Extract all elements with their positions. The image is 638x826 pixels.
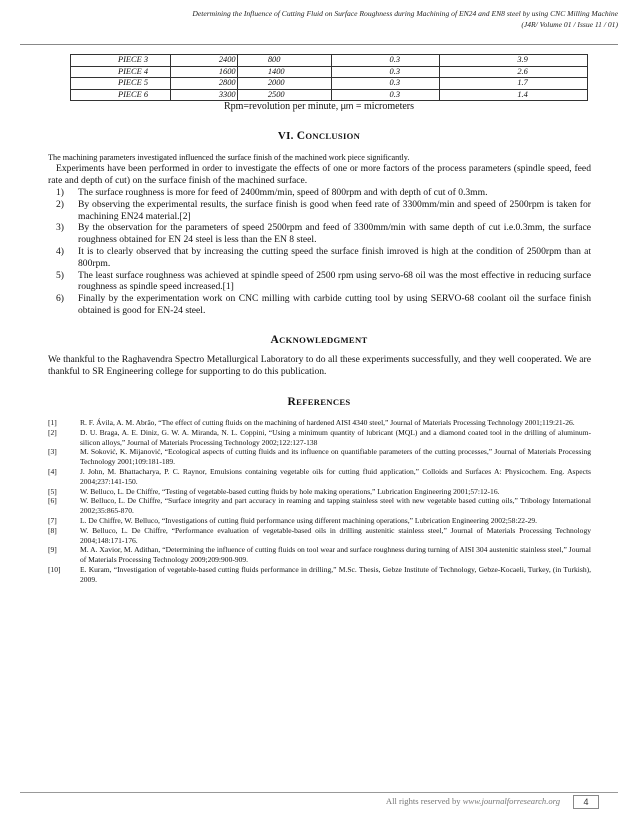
reference-text: M. A. Xavior, M. Adithan, “Determining the influence of cutting fluids on tool wear and surface roughness during turning of AISI 304 austenitic stainless steel,” Journal of Materials Processing Technology 2009;209:900-909. bbox=[80, 545, 591, 565]
reference-text: W. Belluco, L. De Chiffre, “Performance evaluation of vegetable-based oils in drilling austenitic stainless steel,” Journal of Materials Processing Technology 2004;148:171-176. bbox=[80, 525, 591, 545]
running-header bbox=[18, 9, 618, 30]
conclusion-intro: Experiments have been performed in order to investigate the effects of one or more factors of the process parameters (spindle speed, feed rate and depth of cut) on the surface finish of the machined surface. bbox=[48, 163, 591, 187]
table-row bbox=[71, 66, 588, 78]
footer-rights bbox=[386, 796, 560, 806]
reference-item bbox=[48, 447, 591, 467]
table-cell: PIECE 3 bbox=[71, 55, 171, 67]
conclusion-numeral: VI. bbox=[277, 130, 297, 142]
table-cell: PIECE 4 bbox=[71, 66, 171, 78]
table-cell: PIECE 6 bbox=[71, 89, 171, 101]
conclusion-item-text: The surface roughness is more for feed of 2400mm/min, speed of 800rpm and with depth of cut of 0.3mm. bbox=[78, 187, 488, 198]
table-cell: 2800 bbox=[170, 78, 237, 90]
table-cell: PIECE 5 bbox=[71, 78, 171, 90]
reference-text: W. Belluco, L. De Chiffre, “Testing of vegetable-based cutting fluids by hole making operations,” Lubrication Engineering 2001;57:12-16. bbox=[80, 486, 500, 496]
conclusion-first-line: The machining parameters investigated influenced the surface finish of the machined work piece significantly. bbox=[48, 153, 410, 162]
conclusion-heading bbox=[0, 130, 638, 142]
references-rest: EFERENCES bbox=[296, 397, 351, 407]
table-row bbox=[71, 55, 588, 67]
conclusion-item bbox=[48, 199, 591, 223]
header-divider bbox=[20, 44, 618, 45]
page-number: 4 bbox=[573, 795, 599, 809]
reference-text: J. John, M. Bhattacharya, P. C. Raynor, Emulsions containing vegetable oils for cutting fluid application,” Colloids and Surfaces A: Physicochem. Eng. Aspects 2004;237:141-150. bbox=[80, 466, 591, 486]
reference-text: D. U. Braga, A. E. Diniz, G. W. A. Miranda, N. L. Coppini, “Using a minimum quantity of lubricant (MQL) and a diamond coated tool in the drilling of aluminum-silicon alloys,” Journal of Materials Processing Technology 2002;122:127-138 bbox=[80, 427, 591, 447]
footer-divider bbox=[20, 792, 618, 793]
conclusion-item-number: 5) bbox=[56, 269, 64, 281]
references-cap: R bbox=[287, 396, 297, 408]
conclusion-item-text: By observing the experimental results, the surface finish is good when feed rate of 3300mm/min and speed of 2500rpm is taken for machining EN24 material.[2] bbox=[78, 198, 591, 222]
table-row bbox=[71, 89, 588, 101]
table-cell: 1.4 bbox=[440, 89, 588, 101]
table-cell: 2500 bbox=[237, 89, 331, 101]
reference-number: [6] bbox=[48, 496, 57, 506]
conclusion-list bbox=[48, 187, 591, 317]
table-caption bbox=[0, 101, 638, 112]
reference-number: [8] bbox=[48, 525, 57, 535]
conclusion-item-number: 4) bbox=[56, 245, 64, 257]
table-row bbox=[71, 78, 588, 90]
reference-number: [2] bbox=[48, 427, 57, 437]
reference-item bbox=[48, 487, 591, 497]
reference-number: [1] bbox=[48, 418, 57, 427]
conclusion-item-text: It is to clearly observed that by increasing the cutting speed the surface finish imroved is high at the condition of 2500rpm than at 800rpm. bbox=[78, 245, 591, 269]
reference-item bbox=[48, 545, 591, 565]
table-cell: 2000 bbox=[237, 78, 331, 90]
reference-number: [7] bbox=[48, 515, 57, 525]
conclusion-item bbox=[48, 187, 591, 199]
reference-number: [5] bbox=[48, 486, 57, 496]
acknowledgment-cap: A bbox=[270, 334, 280, 346]
conclusion-item-number: 3) bbox=[56, 222, 64, 234]
table-cell: 1600 bbox=[170, 66, 237, 78]
conclusion-item bbox=[48, 222, 591, 246]
references-heading bbox=[0, 396, 638, 408]
table-cell: 2.6 bbox=[440, 66, 588, 78]
footer-rights-text: All rights reserved by bbox=[385, 796, 463, 806]
acknowledgment-heading bbox=[0, 334, 638, 346]
table-cell: 0.3 bbox=[331, 55, 440, 67]
table-cell: 1.7 bbox=[440, 78, 588, 90]
reference-item bbox=[48, 496, 591, 516]
table-cell: 2400 bbox=[170, 55, 237, 67]
table-cell: 0.3 bbox=[331, 66, 440, 78]
reference-number: [4] bbox=[48, 466, 57, 476]
caption-after: = micrometers bbox=[353, 101, 415, 112]
reference-text: M. Soković, K. Mijanović, “Ecological aspects of cutting fluids and its influence on quantifiable parameters of the cutting processes,” Journal of Materials Processing Technology 2001;109:181-189. bbox=[80, 447, 591, 467]
table-cell: 3.9 bbox=[440, 55, 588, 67]
acknowledgment-text: We thankful to the Raghavendra Spectro Metallurgical Laboratory to do all these experiments successfully, and they well cooperated. We are thankful to SR Engineering college for supporting to do this publication. bbox=[48, 354, 591, 378]
table-cell: 0.3 bbox=[331, 78, 440, 90]
conclusion-item-number: 1) bbox=[56, 187, 64, 198]
reference-text: W. Belluco, L. De Chiffre, “Surface integrity and part accuracy in reaming and tapping stainless steel with new vegetable based cutting oils,” Tribology International 2002;35:865-870. bbox=[80, 496, 591, 516]
running-header-issue: (J4R/ Volume 01 / Issue 11 / 01) bbox=[521, 19, 618, 29]
reference-number: [3] bbox=[48, 447, 57, 457]
conclusion-item-text: The least surface roughness was achieved at spindle speed of 2500 rpm using servo-68 oil was the most effective in reducing surface roughness as spindle speed increased.[1] bbox=[78, 269, 591, 293]
caption-mu: µm bbox=[340, 101, 354, 111]
conclusion-item-text: By the observation for the parameters of speed 2500rpm and feed of 3300mm/min with same depth of cut i.e.0.3mm, the surface roughness obtained for EN 24 steel is less than the EN 8 steel. bbox=[78, 222, 591, 246]
table-cell: 3300 bbox=[170, 89, 237, 101]
reference-item bbox=[48, 418, 591, 428]
conclusion-item-number: 2) bbox=[56, 198, 64, 210]
conclusion-rest: ONCLUSION bbox=[305, 131, 361, 141]
reference-number: [10] bbox=[48, 564, 61, 574]
journal-website-link[interactable]: www.journalforresearch.org bbox=[462, 796, 560, 806]
reference-item bbox=[48, 516, 591, 526]
caption-before: Rpm=revolution per minute, bbox=[223, 101, 341, 112]
reference-item bbox=[48, 526, 591, 546]
table-cell: 1400 bbox=[237, 66, 331, 78]
references-list bbox=[48, 418, 591, 585]
reference-text: R. F. Ávila, A. M. Abrão, “The effect of cutting fluids on the machining of hardened AISI 4340 steel,” Journal of Materials Processing Technology 2001;119:21-26. bbox=[80, 418, 575, 427]
conclusion-cap: C bbox=[296, 130, 306, 142]
conclusion-item bbox=[48, 246, 591, 270]
reference-item bbox=[48, 467, 591, 487]
results-table bbox=[70, 54, 588, 101]
reference-item bbox=[48, 565, 591, 585]
reference-text: L. De Chiffre, W. Belluco, “Investigations of cutting fluid performance using different machining operations,” Lubrication Engineering 2002;58:22-29. bbox=[80, 515, 538, 525]
table-cell: 0.3 bbox=[331, 89, 440, 101]
conclusion-item-text: Finally by the experimentation work on CNC milling with carbide cutting tool by using SERVO-68 coolant oil the surface finish obtained is good for EN-24 steel. bbox=[78, 293, 591, 316]
reference-item bbox=[48, 428, 591, 448]
running-header-title: Determining the Influence of Cutting Fluid on Surface Roughness during Machining of EN24 and EN8 steel by using CNC Milling Machine bbox=[192, 9, 618, 18]
conclusion-item bbox=[48, 293, 591, 317]
table-cell: 800 bbox=[237, 55, 331, 67]
reference-text: E. Kuram, “Investigation of vegetable-based cutting fluids performance in drilling,” M.Sc. Thesis, Gebze Institute of Technology, Gebze-Kocaeli, Turkey, (in Turkish), 2009. bbox=[80, 564, 591, 584]
conclusion-item-number: 6) bbox=[56, 293, 64, 305]
acknowledgment-rest: CKNOWLEDGMENT bbox=[279, 335, 368, 345]
reference-number: [9] bbox=[48, 545, 57, 555]
conclusion-item bbox=[48, 270, 591, 294]
